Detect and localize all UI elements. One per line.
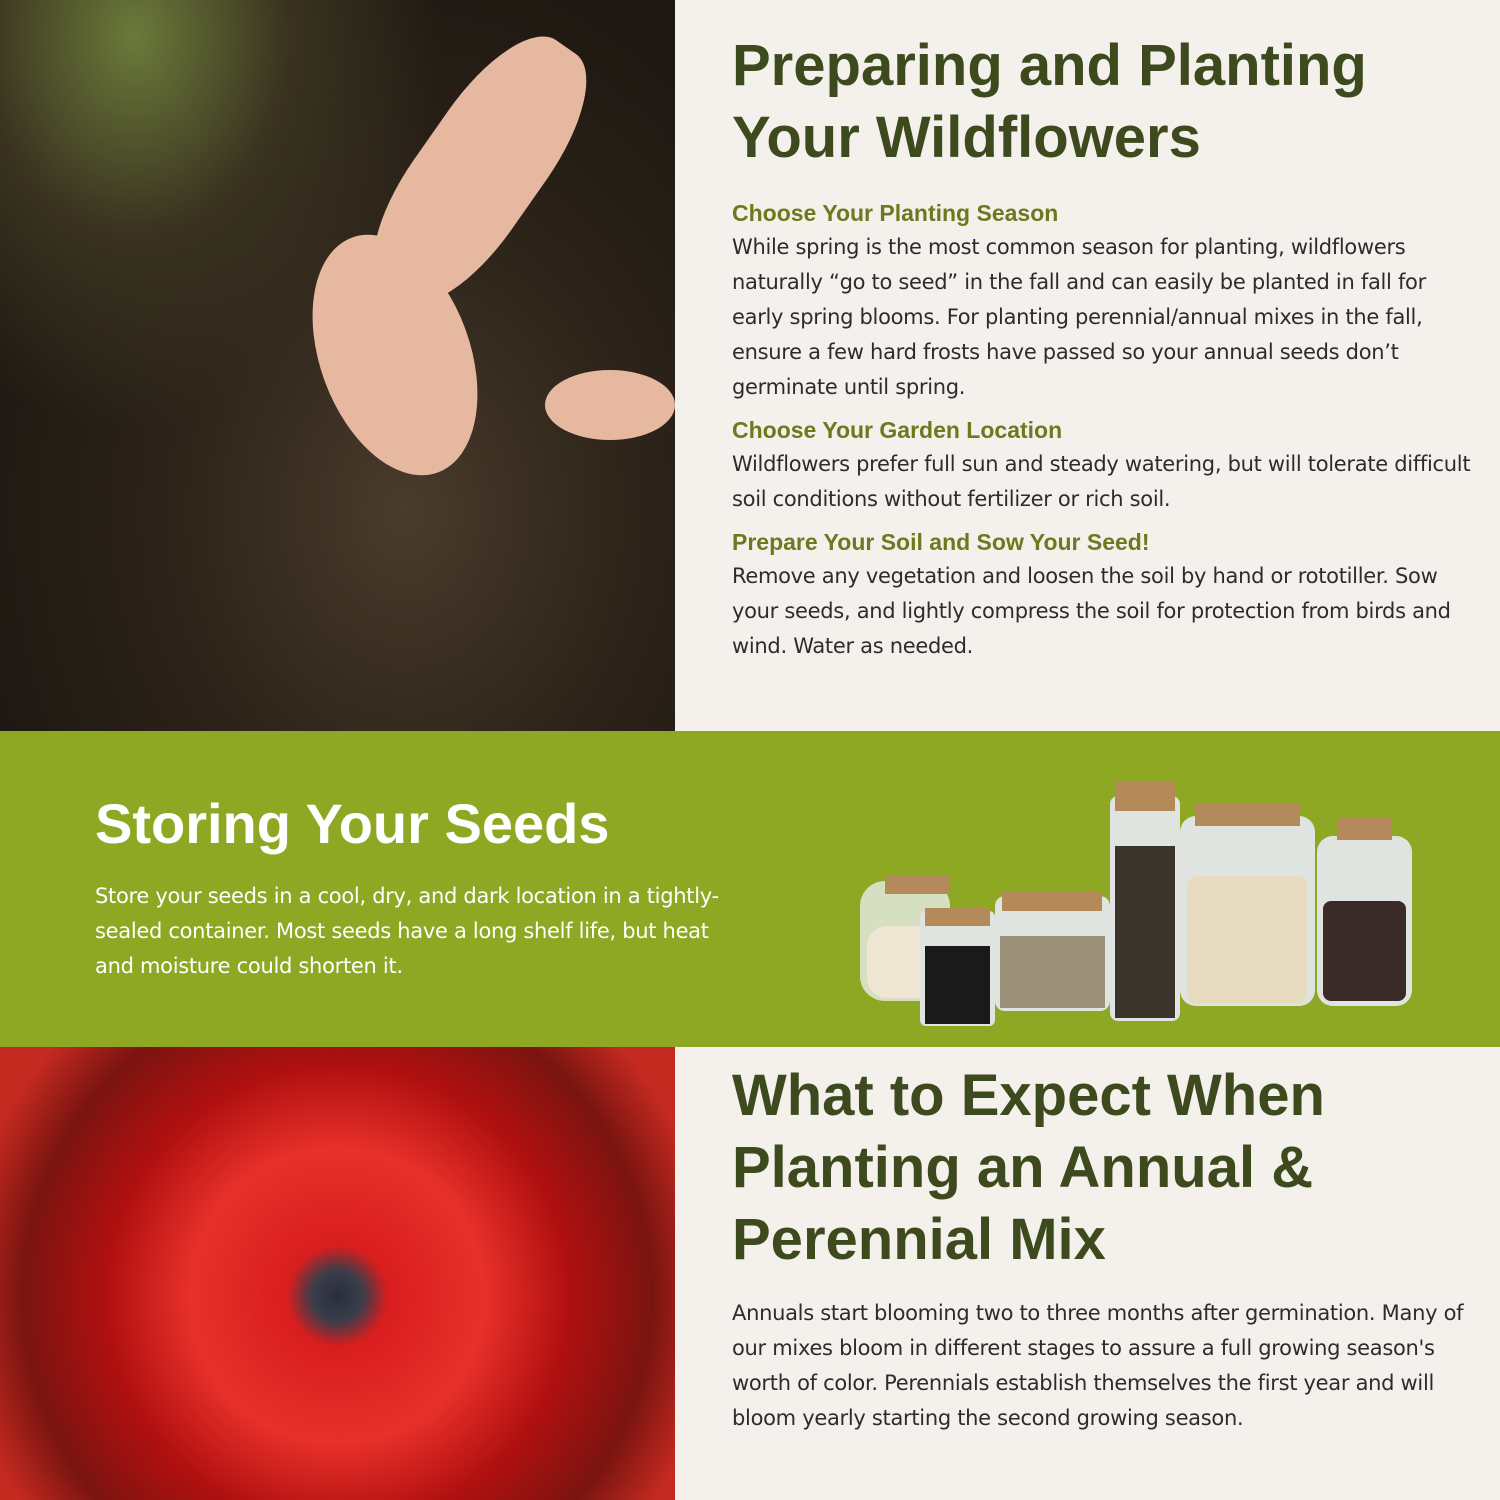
storing-body: Store your seeds in a cool, dry, and dark location in a tightly-sealed container. Most seeds have a long shelf life, but heat and moisture could shorten it.	[95, 884, 719, 978]
expect-body: Annuals start blooming two to three months after germination. Many of our mixes bloom in different stages to assure a full growing season's worth of color. Perennials establish themselves the first year and will bloom yearly starting the second growing season.	[732, 1301, 1464, 1430]
soil-hands-photo	[0, 0, 675, 731]
planting-section	[732, 30, 1472, 664]
section-body: While spring is the most common season for planting, wildflowers naturally “go to seed” in the fall and can easily be planted in fall for early spring blooms. For planting perennial/annual mixes in the fall, ensure a few hard frosts have passed so your annual seeds don’t germinate until spring.	[732, 235, 1426, 399]
expect-title: What to Expect When Planting an Annual & Perennial Mix	[732, 1063, 1325, 1272]
section-heading: Prepare Your Soil and Sow Your Seed!	[732, 529, 1150, 555]
section-heading: Choose Your Garden Location	[732, 417, 1063, 443]
jar	[1180, 804, 1315, 1006]
section-body: Wildflowers prefer full sun and steady watering, but will tolerate difficult soil conditions without fertilizer or rich soil.	[732, 452, 1471, 511]
jar	[995, 891, 1110, 1011]
jar	[920, 908, 995, 1026]
storing-title: Storing Your Seeds	[95, 792, 610, 855]
storing-band	[0, 731, 1500, 1047]
section-body: Remove any vegetation and loosen the soil by hand or rototiller. Sow your seeds, and lightly compress the soil for protection from birds and wind. Water as needed.	[732, 564, 1451, 658]
jar	[1317, 818, 1412, 1006]
jar	[1110, 781, 1180, 1021]
seed-jars-image	[855, 776, 1425, 1036]
planting-title: Preparing and Planting Your Wildflowers	[732, 33, 1367, 170]
section-heading: Choose Your Planting Season	[732, 200, 1059, 226]
expect-section	[732, 1060, 1472, 1436]
red-poppy-photo	[0, 1047, 675, 1500]
